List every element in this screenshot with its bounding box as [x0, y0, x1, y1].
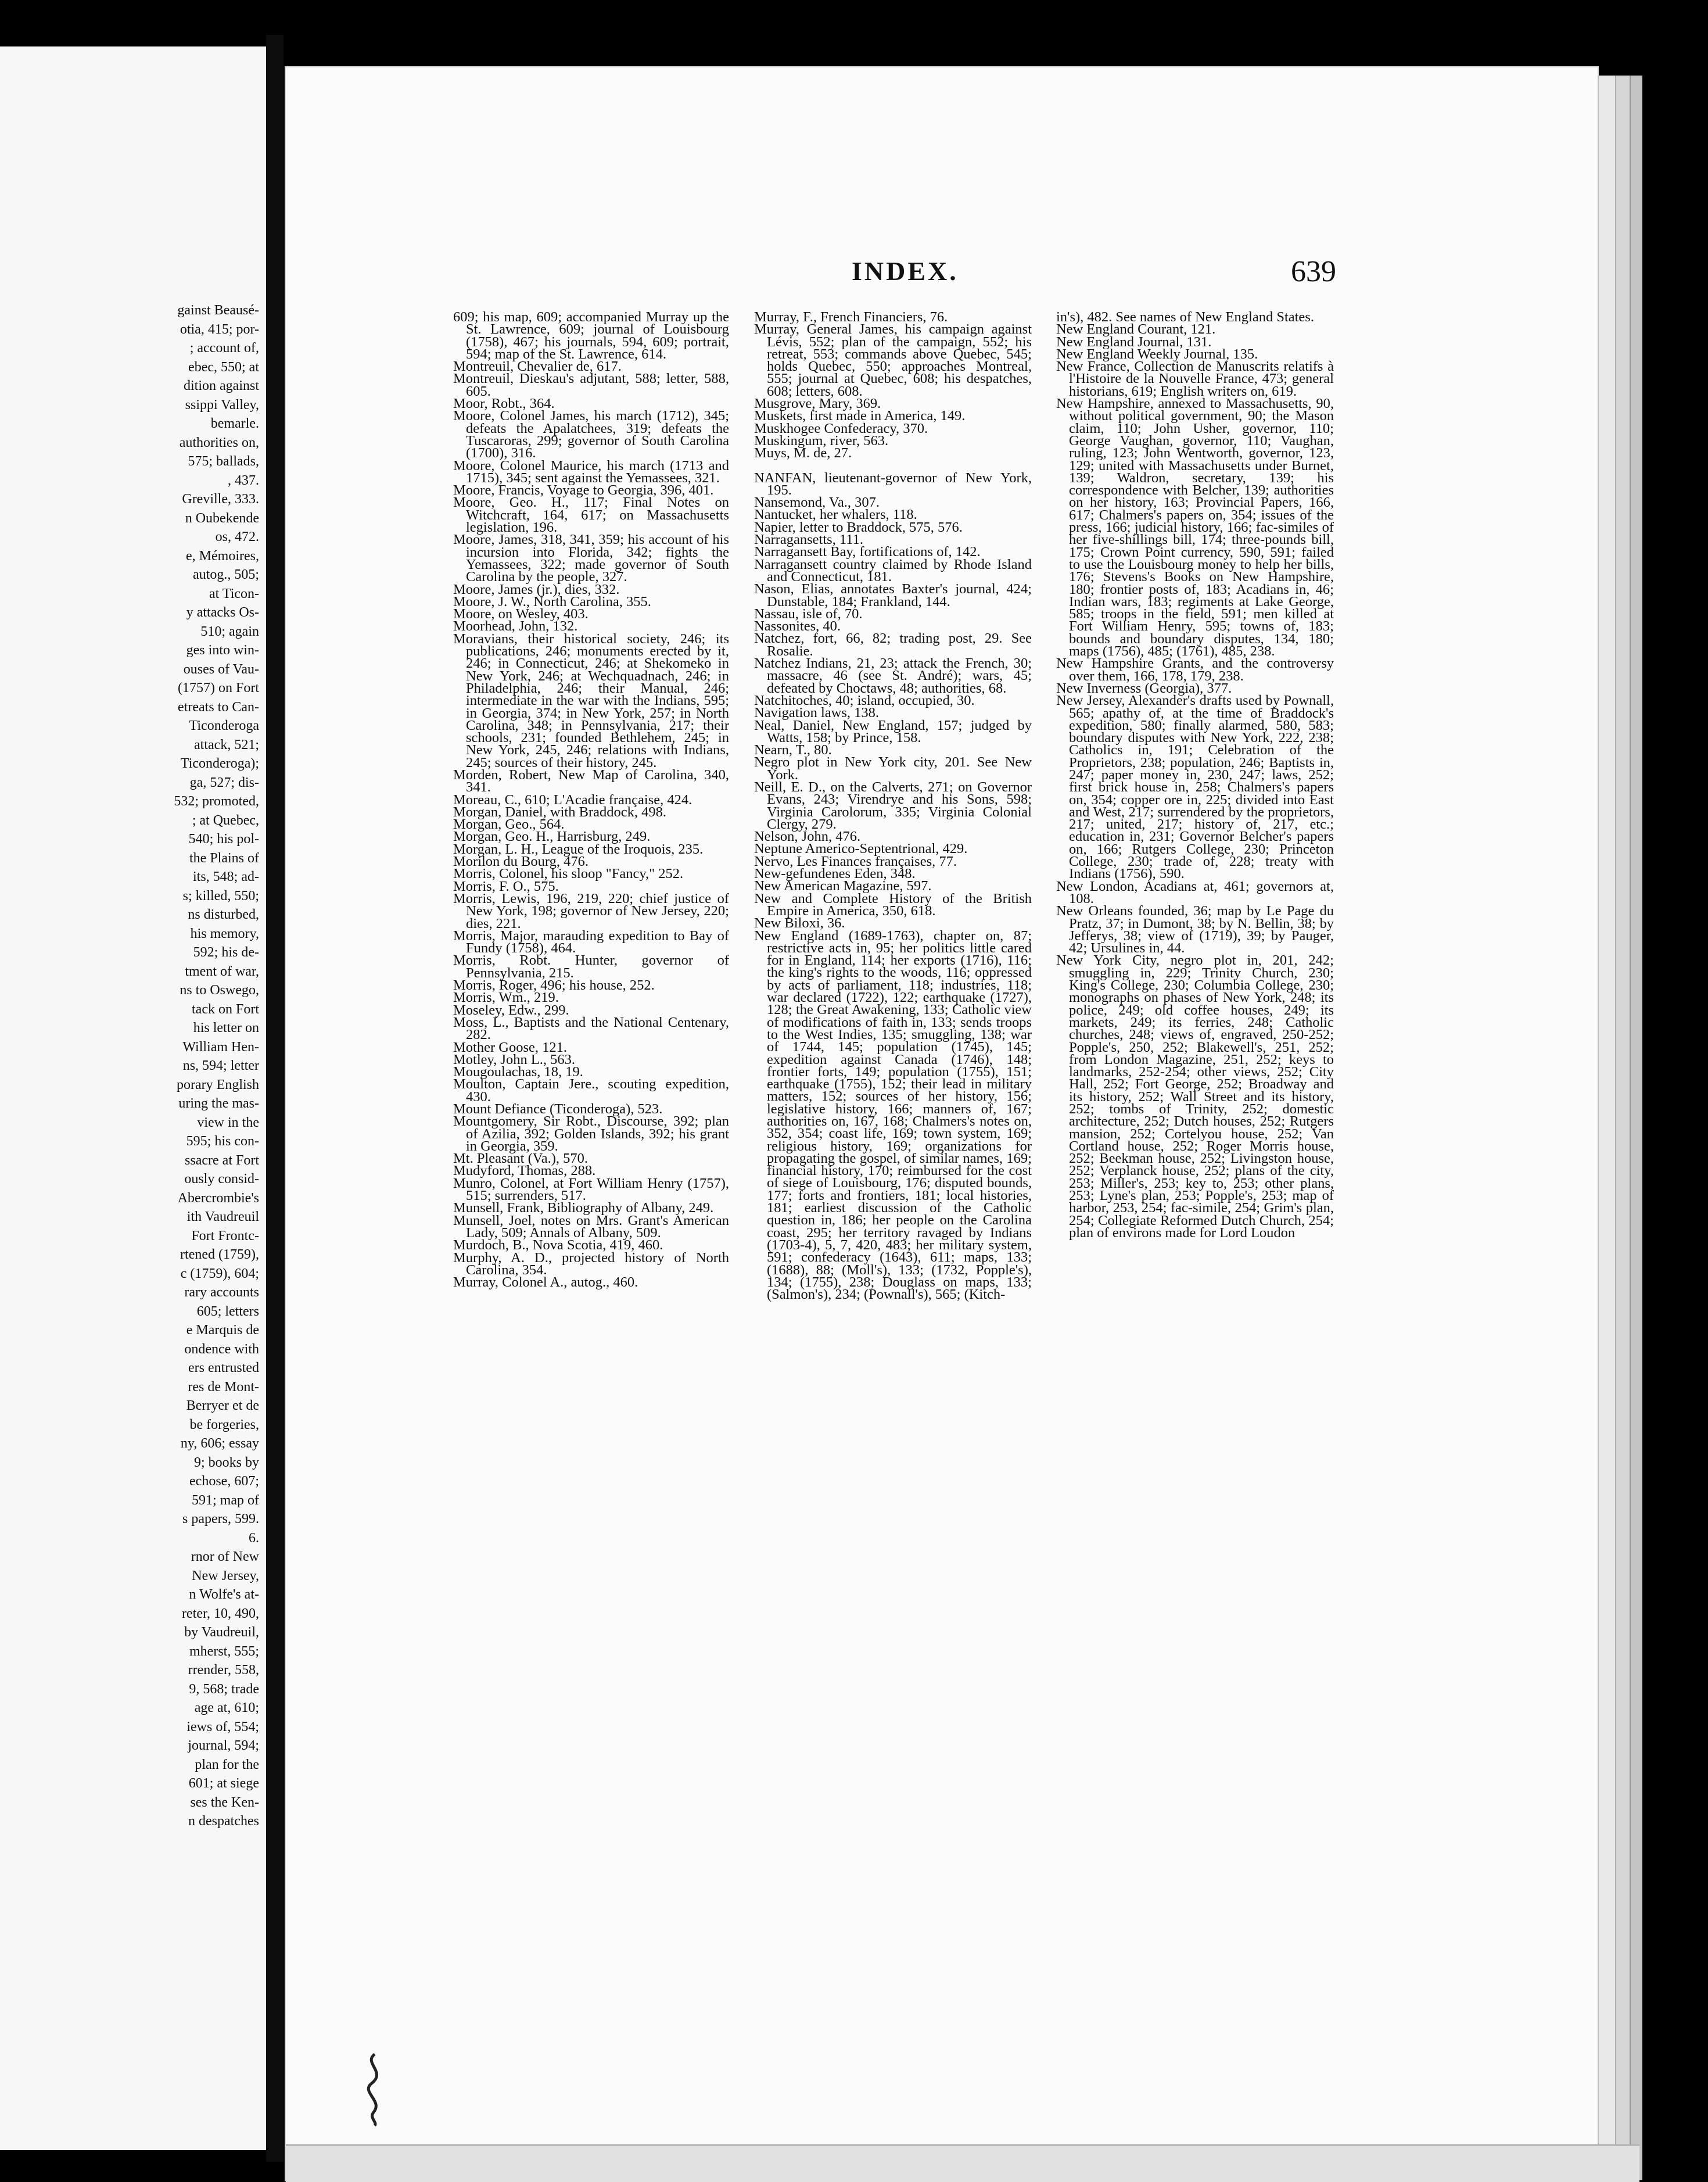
index-entry: New York City, negro plot in, 201, 242; smuggling in, 229; Trinity Church, 230; King's College, 230; Columbia College, 230; monographs on phases of New York, 248; its police, 249; old coffee houses, 249; its markets, 249; its ferries, 248; Catholic churches, 248; views of, engraved, 250-252; Popple's, 250, 252; Blakewell's, 251, 252; from London Magazine, 251, 252; keys to landmarks, 252-254; other views, 252; City Hall, 252; Fort George, 252; Broadway and its history, 252; Wall Street and its history, 252; tombs of Trinity, 252; domestic architecture, 252; Dutch houses, 252; Rutgers mansion, 252; Cortelyou house, 252; Van Cortland house, 252; Roger Morris house, 252; Beekman house, 252; Livingston house, 252; Verplanck house, 252; plans of the city, 253; Miller's, 253; key to, 253; other plans, 253; Lyne's plan, 253; Popple's, 253; map of harbor, 253, 254; fac-simile, 254; Grim's plan, 254; Collegiate Reformed Dutch Church, 254; plan of environs made for Lord Loudon	[1056, 952, 1334, 1241]
index-entry: New England Journal, 131.	[1056, 334, 1212, 350]
left-page-fragment: mherst, 555;	[189, 1643, 259, 1659]
left-page-fragment: the Plains of	[189, 850, 259, 866]
left-page-fragment: ously consid-	[184, 1171, 259, 1187]
index-entry: New Hampshire, annexed to Massachusetts, 90, without political government, 90; the Mason claim, 110; John Usher, governor, 110; George Vaughan, governor, 110; Vaughan, ruling, 123; John Wentworth, governor, 123, 129; united with Massachusetts under Burnet, 139; Waldron, secretary, 139; his correspondence with Belcher, 139; authorities on her history, 163; Provincial Papers, 166, 617; Chalmers's papers on, 354; issues of the press, 166; judicial history, 166; fac-similes of her five-shillings bill, 174; three-pounds bill, 175; Crown Point currency, 590, 591; failed to use the Louisbourg money to help her bills, 176; Stevens's Books on New Hampshire, 180; frontier posts of, 183; Acadians in, 46; Indian wars, 183; regiments at Lake George, 585; troops in the field, 591; men killed at Fort William Henry, 595; towns of, 183; bounds and boundary disputes, 134, 180; maps (1756), 485; (1761), 485, 238.	[1056, 396, 1334, 660]
left-page-fragment: os, 472.	[215, 529, 259, 544]
left-page-fragment: n despatches	[188, 1814, 259, 1829]
left-page-fragment: rnor of New	[191, 1549, 259, 1564]
index-entry: Natchitoches, 40; island, occupied, 30.	[754, 692, 975, 708]
left-page-fragment: res de Mont-	[188, 1379, 259, 1395]
left-page-fragment: ; account of,	[189, 341, 259, 356]
index-entry: Navigation laws, 138.	[754, 705, 880, 721]
index-entry: New Biloxi, 36.	[754, 915, 845, 931]
left-page-fragment: 575; ballads,	[188, 454, 259, 469]
index-entry: Munsell, Joel, notes on Mrs. Grant's American Lady, 509; Annals of Albany, 509.	[453, 1212, 729, 1241]
left-page-fragment: plan for the	[195, 1757, 259, 1772]
left-page-fragment: y attacks Os-	[186, 605, 259, 620]
index-entry: Mudyford, Thomas, 288.	[453, 1163, 596, 1179]
index-entry: Morilon du Bourg, 476.	[453, 854, 589, 870]
index-entry: New England Weekly Journal, 135.	[1056, 346, 1258, 362]
index-entry: Neptune Americo-Septentrional, 429.	[754, 841, 968, 857]
index-entry: Morgan, L. H., League of the Iroquois, 235.	[453, 841, 704, 857]
index-entry: Murdoch, B., Nova Scotia, 419, 460.	[453, 1237, 663, 1253]
left-page-fragment: ssacre at Fort	[185, 1152, 259, 1168]
index-entry: Narragansett Bay, fortifications of, 142.	[754, 544, 981, 560]
index-entry: Morden, Robert, New Map of Carolina, 340, 341.	[453, 766, 729, 796]
left-page-fragment: e, Mémoires,	[186, 548, 259, 564]
left-page-fragment: ns to Oswego,	[180, 983, 259, 998]
index-entry: Munsell, Frank, Bibliography of Albany, 249.	[453, 1200, 714, 1216]
index-entry: Moore, James, 318, 341, 359; his account of his incursion into Florida, 342; fights the Yemassees, 322; made governor of South Carolina by the people, 327.	[453, 532, 729, 585]
index-entry: Nelson, John, 476.	[754, 829, 861, 845]
index-entry: Morgan, Daniel, with Braddock, 498.	[453, 804, 666, 820]
left-page-fragment: his memory,	[190, 926, 259, 941]
left-page-fragment: Ticonderoga);	[180, 756, 259, 771]
ink-mark	[357, 2051, 392, 2127]
index-entry: Muskets, first made in America, 149.	[754, 408, 966, 424]
index-entry: Nervo, Les Finances françaises, 77.	[754, 853, 957, 869]
page-edge	[1630, 76, 1642, 2180]
index-column-1	[453, 309, 729, 1291]
index-column-2	[754, 309, 1032, 1303]
left-page-fragment: reter, 10, 490,	[182, 1606, 259, 1621]
index-entry: Montreuil, Chevalier de, 617.	[453, 359, 622, 375]
left-page-fragment: s; killed, 550;	[182, 888, 259, 904]
index-entry: New London, Acadians at, 461; governors at, 108.	[1056, 878, 1334, 907]
left-page-fragment: rtened (1759),	[180, 1247, 259, 1262]
index-entry: in's), 482. See names of New England States.	[1056, 309, 1314, 325]
left-page-fragment: 592; his de-	[193, 945, 259, 960]
left-page-fragment: ses the Ken-	[190, 1794, 259, 1810]
left-page-fragment: (1757) on Fort	[178, 680, 259, 696]
left-page-fragment: , 437.	[228, 472, 259, 488]
left-page-fragment: Berryer et de	[186, 1398, 259, 1413]
left-page-fragment: Fort Frontc-	[191, 1228, 259, 1244]
index-entry: New England Courant, 121.	[1056, 321, 1216, 338]
index-entry: Negro plot in New York city, 201. See New York.	[754, 754, 1032, 783]
index-entry: New France, Collection de Manuscrits relatifs à l'Histoire de la Nouvelle France, 473; general historians, 619; English writers on, 619.	[1056, 359, 1334, 399]
index-entry: Motley, John L., 563.	[453, 1051, 576, 1067]
index-entry: Morris, Major, marauding expedition to Bay of Fundy (1758), 464.	[453, 927, 729, 956]
left-page-fragment: porary English	[177, 1077, 259, 1092]
left-page-fragment: ouses of Vau-	[183, 661, 259, 677]
left-page-fragment: n Oubekende	[185, 510, 259, 526]
index-entry: Murray, F., French Financiers, 76.	[754, 309, 948, 325]
left-page-fragment: c (1759), 604;	[180, 1266, 259, 1281]
index-entry: New Jersey, Alexander's drafts used by Pownall, 565; apathy of, at the time of Braddock's expedition, 580; finally alarmed, 580, 583; boundary disputes with New York, 222, 238; Catholics in, 191; Celebration of the Proprietors, 238; population, 246; Baptists in, 247; paper money in, 230, 247; laws, 252; first brick house in, 258; Chalmers's papers on, 354; copper ore in, 225; divided into East and West, 217; surrendered by the proprietors, 217; united, 217; history of, 217, etc.; education in, 231; Governor Belcher's papers on, 166; Rutgers College, 230; Princeton College, 230; trade of, 228; treaty with Indians (1756), 590.	[1056, 693, 1334, 882]
left-page-fragment: bemarle.	[210, 416, 259, 431]
left-page-fragment: age at, 610;	[194, 1700, 259, 1715]
index-entry: Moore, Geo. H., 117; Final Notes on Witchcraft, 164, 617; on Massachusetts legislation, 196.	[453, 495, 729, 536]
index-entry: Natchez Indians, 21, 23; attack the French, 30; massacre, 46 (see St. André); wars, 45; defeated by Choctaws, 48; authorities, 68.	[754, 655, 1032, 696]
left-page-fragment: its, 548; ad-	[193, 869, 259, 884]
left-page-fragment: rrender, 558,	[188, 1663, 259, 1678]
index-entry: Muskingum, river, 563.	[754, 432, 889, 449]
left-page-fragment: ers entrusted	[188, 1360, 259, 1375]
index-entry: Natchez, fort, 66, 82; trading post, 29. See Rosalie.	[754, 630, 1032, 659]
left-page-fragment: n Wolfe's at-	[189, 1587, 259, 1602]
index-entry: Montreuil, Dieskau's adjutant, 588; letter, 588, 605.	[453, 371, 729, 399]
index-entry: Nearn, T., 80.	[754, 742, 832, 758]
left-page-fragment: 9; books by	[193, 1454, 259, 1470]
left-page-fragment: 601; at siege	[188, 1776, 259, 1791]
index-entry: Mount Defiance (Ticonderoga), 523.	[453, 1101, 663, 1117]
left-page-fragment: ns disturbed,	[188, 907, 259, 922]
index-entry: Morris, Colonel, his sloop "Fancy," 252.	[453, 866, 684, 882]
left-page-fragment: tment of war,	[185, 963, 259, 979]
index-entry: Moulton, Captain Jere., scouting expedition, 430.	[453, 1076, 729, 1105]
index-entry: Neill, E. D., on the Calverts, 271; on Governor Evans, 243; Virendrye and his Sons, 598; Virginia Carolorum, 335; Virginia Colonial Clergy, 279.	[754, 779, 1032, 832]
index-entry: Moss, L., Baptists and the National Centenary, 282.	[453, 1014, 729, 1043]
left-page-fragment: uring the mas-	[178, 1096, 259, 1111]
left-page-fragment: William Hen-	[182, 1039, 259, 1055]
index-entry: Murray, General James, his campaign against Lévis, 552; plan of the campaign, 552; his retreat, 553; commands above Quebec, 545; holds Quebec, 550; approaches Montreal, 555; journal at Quebec, 608; his despatches, 608; letters, 608.	[754, 321, 1032, 399]
index-entry: Musgrove, Mary, 369.	[754, 396, 881, 412]
bottom-page-edge	[286, 2144, 1639, 2182]
left-page-fragment: etreats to Can-	[178, 699, 259, 715]
left-page-fragment: rary accounts	[184, 1285, 259, 1300]
index-entry: Moravians, their historical society, 246; its publications, 246; monuments erected by it, 246; in Connecticut, 246; at Shekomeko in New York, 246; at Wechquadnach, 246; in Philadelphia, 246; their Manual, 246; intermediate in the war with the Indians, 595; in Georgia, 374; in New York, 257; in North Carolina, 348; in Pennsylvania, 217; their schools, 231; founded Bethlehem, 245; in New York, 245, 246; relations with Indians, 245; sources of their history, 245.	[453, 630, 729, 771]
left-page-fragment: ; at Quebec,	[192, 812, 259, 828]
left-page-fragment: otia, 415; por-	[180, 321, 259, 337]
index-entry: New and Complete History of the British Empire in America, 350, 618.	[754, 890, 1032, 919]
page-header: INDEX.	[852, 256, 959, 286]
left-page-fragment: view in the	[197, 1115, 259, 1130]
left-page-fragment: at Ticon-	[209, 586, 259, 601]
left-page-fragment: Abercrombie's	[177, 1190, 259, 1206]
index-entry: Moore, Francis, Voyage to Georgia, 396, 401.	[453, 482, 714, 499]
left-page-fragment: authorities on,	[179, 435, 259, 450]
left-page-fragment: dition against	[184, 378, 259, 393]
left-page-fragment: Greville, 333.	[182, 492, 259, 507]
page-edge	[1598, 76, 1616, 2180]
index-entry: Muskhogee Confederacy, 370.	[754, 420, 928, 436]
left-facing-page	[0, 46, 266, 2150]
left-page-fragment: attack, 521;	[194, 737, 259, 753]
index-entry: New American Magazine, 597.	[754, 878, 932, 894]
index-entry: New England (1689-1763), chapter on, 87; restrictive acts in, 95; her politics little cared for in England, 114; her exports (1716), 116; the king's rights to the woods, 116; oppressed by acts of parliament, 118; industries, 118; war declared (1722), 122; earthquake (1727), 128; the Great Awakening, 133; Catholic view of modifications of faith in, 133; sends troops to the West Indies, 135; smuggling, 138; war of 1744, 145; population (1745), 145; expedition against Canada (1746), 148; frontier forts, 149; population (1755), 151; earthquake (1755), 152; their lead in military matters, 152; sources of her history, 156; legislative history, 166; manners of, 167; authorities on, 167, 168; Chalmers's notes on, 352, 354; coast life, 169; town system, 169; religious history, 169; organizations for propagating the gospel, of similar names, 169; financial history, 170; reimbursed for the cost of siege of Louisbourg, 176; disputed bounds, 177; forts and frontiers, 181; local histories, 181; earliest discussion of the Catholic question in, 186; her people on the Carolina coast, 295; her territory ravaged by Indians (1703-4), 5, 7, 420, 483; her military system, 591; confederacy (1643), 611; maps, 133; (1688), 88; (Moll's), 133; (1732, Popple's), 134; (1755), 238; Douglass on maps, 133; (Salmon's), 234; (Pownall's), 565; (Kitch-	[754, 927, 1032, 1303]
index-entry: Muys, M. de, 27.	[754, 445, 852, 461]
left-page-fragment: ns, 594; letter	[182, 1058, 259, 1073]
left-page-fragment: by Vaudreuil,	[184, 1625, 259, 1640]
index-entry: Narragansetts, 111.	[754, 532, 863, 548]
index-entry: New Hampshire Grants, and the controversy over them, 166, 178, 179, 238.	[1056, 655, 1334, 684]
left-page-fragment: 510; again	[200, 624, 259, 639]
index-entry: Morgan, Geo. H., Harrisburg, 249.	[453, 829, 651, 845]
index-entry: New Orleans founded, 36; map by Le Page du Pratz, 37; in Dumont, 38; by N. Bellin, 38; by Jefferys, 38; view of (1719), 39; by Pauger, 42; Ursulines in, 44.	[1056, 903, 1334, 956]
index-entry: Moore, on Wesley, 403.	[453, 606, 589, 622]
left-page-fragment: s papers, 599.	[182, 1511, 259, 1527]
index-entry: 609; his map, 609; accompanied Murray up the St. Lawrence, 609; journal of Louisbourg (1758), 467; his journals, 594, 609; portrait, 594; map of the St. Lawrence, 614.	[453, 309, 729, 362]
left-page-fragment: ssippi Valley,	[185, 397, 259, 413]
left-page-fragment: ebec, 550; at	[188, 359, 259, 375]
left-page-fragment: New Jersey,	[192, 1568, 259, 1583]
left-page-fragment: e Marquis de	[186, 1323, 259, 1338]
left-page-fragment: Ticonderoga	[189, 718, 259, 733]
index-entry: Murray, Colonel A., autog., 460.	[453, 1274, 638, 1291]
left-page-fragment: tack on Fort	[192, 1001, 259, 1017]
index-entry: Moor, Robt., 364.	[453, 396, 555, 412]
page-edge	[1615, 76, 1631, 2180]
left-page-fragment: 595; his con-	[186, 1134, 259, 1149]
index-entry: Napier, letter to Braddock, 575, 576.	[754, 519, 963, 535]
index-entry: Moore, J. W., North Carolina, 355.	[453, 593, 651, 610]
book-gutter	[266, 35, 284, 2162]
index-entry: Mountgomery, Sir Robt., Discourse, 392; plan of Azilia, 392; Golden Islands, 392; his grant in Georgia, 359.	[453, 1113, 729, 1154]
index-entry: Morris, F. O., 575.	[453, 878, 559, 894]
index-entry: Murphy, A. D., projected history of North Carolina, 354.	[453, 1249, 729, 1278]
index-entry: Nantucket, her whalers, 118.	[754, 507, 917, 523]
left-page-fragment: 540; his pol-	[188, 832, 259, 847]
index-entry: New-gefundenes Eden, 348.	[754, 866, 916, 882]
index-entry: Neal, Daniel, New England, 157; judged by Watts, 158; by Prince, 158.	[754, 717, 1032, 746]
index-entry: Nason, Elias, annotates Baxter's journal, 424; Dunstable, 184; Frankland, 144.	[754, 581, 1032, 610]
left-page-fragment: ith Vaudreuil	[186, 1209, 259, 1224]
index-entry: Nansemond, Va., 307.	[754, 495, 880, 511]
left-page-fragment: ges into win-	[186, 643, 259, 658]
index-entry: Morris, Wm., 219.	[453, 990, 559, 1006]
index-entry: Moore, Colonel James, his march (1712), 345; defeats the Apalatchees, 319; defeats the Tuscaroras, 299; governor of South Carolina (1700), 316.	[453, 408, 729, 461]
index-entry: Moreau, C., 610; L'Acadie française, 424.	[453, 791, 692, 808]
left-page-fragment: autog., 505;	[193, 567, 259, 582]
index-entry: Mother Goose, 121.	[453, 1039, 567, 1055]
index-entry: Nassau, isle of, 70.	[754, 605, 863, 622]
index-entry: Mougoulachas, 18, 19.	[453, 1064, 583, 1080]
left-page-fragment: 591; map of	[192, 1492, 259, 1508]
index-column-3	[1056, 311, 1334, 1239]
left-page-fragment: ondence with	[184, 1341, 259, 1357]
left-page-fragment: iews of, 554;	[186, 1719, 259, 1735]
index-entry: New Inverness (Georgia), 377.	[1056, 680, 1232, 696]
left-page-fragment: be forgeries,	[189, 1417, 259, 1432]
left-page-fragment: 9, 568; trade	[189, 1681, 259, 1697]
left-page-fragment: his letter on	[193, 1020, 259, 1036]
index-entry: Munro, Colonel, at Fort William Henry (1757), 515; surrenders, 517.	[453, 1175, 729, 1204]
left-page-fragment: 6.	[249, 1530, 259, 1546]
index-entry: Morgan, Geo., 564.	[453, 816, 565, 833]
left-page-fragment: 532; promoted,	[174, 794, 259, 809]
index-entry: NANFAN, lieutenant-governor of New York, 195.	[754, 470, 1032, 498]
left-page-fragment: ga, 527; dis-	[189, 775, 259, 790]
index-entry: Morris, Roger, 496; his house, 252.	[453, 977, 655, 994]
page-number: 639	[1291, 255, 1336, 288]
left-page-fragment: journal, 594;	[188, 1738, 259, 1753]
index-entry: Nassonites, 40.	[754, 618, 841, 635]
index-entry: Moseley, Edw., 299.	[453, 1002, 569, 1018]
left-page-fragment: echose, 607;	[189, 1474, 259, 1489]
index-entry: Morris, Lewis, 196, 219, 220; chief justice of New York, 198; governor of New Jersey, 220; dies, 221.	[453, 890, 729, 931]
left-page-fragment: 605; letters	[196, 1303, 259, 1319]
left-page-fragment: ny, 606; essay	[180, 1436, 259, 1451]
index-entry: Morris, Robt. Hunter, governor of Pennsylvania, 215.	[453, 952, 729, 981]
left-page-fragment: gainst Beausé-	[177, 303, 259, 318]
index-entry: Mt. Pleasant (Va.), 570.	[453, 1151, 589, 1167]
index-entry: Moore, James (jr.), dies, 332.	[453, 581, 620, 597]
index-entry: Moore, Colonel Maurice, his march (1713 and 1715), 345; sent against the Yemassees, 321.	[453, 457, 729, 486]
index-entry: Narragansett country claimed by Rhode Island and Connecticut, 181.	[754, 556, 1032, 585]
index-entry: Moorhead, John, 132.	[453, 618, 578, 635]
